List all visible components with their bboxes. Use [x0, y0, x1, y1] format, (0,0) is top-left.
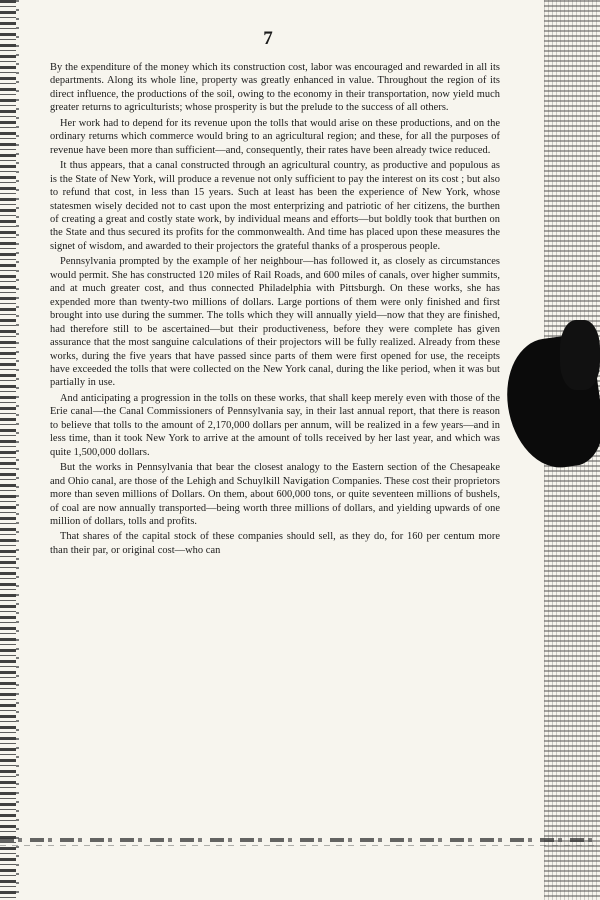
page-number: 7: [263, 28, 273, 49]
left-binding-edge: [0, 0, 16, 900]
paragraph: It thus appears, that a canal constructed through an agricultural country, as productive and populous as is the State of New York, will produce a revenue not only sufficient to pay the interest on its cost ; but also to refund that cost, in less than 15 years. Such at least has been the experience of New York, whose statesmen wisely decided not to cast upon the most enterprizing and patriotic of her citizens, the burthen of creating a great and costly state work, by individual means and efforts—but boldly took that burthen on the State and thus secured its profits for the commonwealth. And time has placed upon these measures the signet of wisdom, and awarded to their projectors the grateful thanks of a prosperous people.: [50, 160, 500, 252]
paragraph: By the expenditure of the money which its construction cost, labor was encouraged and rewarded in all its departments. Along its whole line, property was greatly enhanced in value. Throughout the region of its direct influence, the productions of the soil, owing to the economy in their transportation, now yield much greater returns to agriculturists; whose prosperity is but the prelude to the success of all others.: [50, 62, 500, 114]
paragraph: Pennsylvania prompted by the example of her neighbour—has followed it, as closely as circumstances would permit. She has constructed 120 miles of Rail Roads, and 600 miles of canals, over higher summits, and at much greater cost, and thus connected Philadelphia with Pittsburgh. On these works, she has expended more than twenty-two millions of dollars. Large portions of them were only finished and first brought into use during the summer. The tolls which they will annually yield—now that they are finished, had therefore still to be ascertained—but their productiveness, before they were complete has given assurance that the most sanguine calculations of their projectors will be fully realized. Already from these works, during the five years that have passed since parts of them were first opened for use, the receipts have exceeded the tolls that were collected on the New York canal, during the like period, when it was but partially in use.: [50, 256, 500, 389]
paragraph: That shares of the capital stock of these companies should sell, as they do, for 160 per centum more than their par, or original cost—who can: [50, 531, 500, 556]
paragraph: But the works in Pennsylvania that bear the closest analogy to the Eastern section of the Chesapeake and Ohio canal, are those of the Lehigh and Schuylkill Navigation Companies. These cost their proprietors more than seven millions of Dollars. On them, about 600,000 tons, or quite seventeen millions of bushels, of coal are now annually transported—being worth three millions of dollars, and yielding upwards of one million of dollars, tolls and profits.: [50, 462, 500, 527]
paragraph: And anticipating a progression in the tolls on these works, that shall keep merely even with those of the Erie canal—the Canal Commissioners of Pennsylvania say, in their last annual report, that there is reason to believe that tolls to the amount of 2,170,000 dollars per annum, will be realized in a few years—and in less time, than it took New York to arrive at the amount of tolls received by her last year, and which was quite 1,500,000 dollars.: [50, 392, 500, 458]
ink-blot-edge: [560, 320, 600, 390]
paragraph: Her work had to depend for its revenue upon the tolls that would arise on these productions, and on the ordinary returns which commerce would bring to an agricultural region; and these, for all the purposes of revenue have been more than sufficient—and, consequently, their rates have been already twice reduced.: [50, 117, 500, 156]
page-bottom-edge: [0, 838, 600, 842]
page-bottom-edge-shadow: [0, 845, 600, 846]
body-text: [50, 61, 500, 557]
